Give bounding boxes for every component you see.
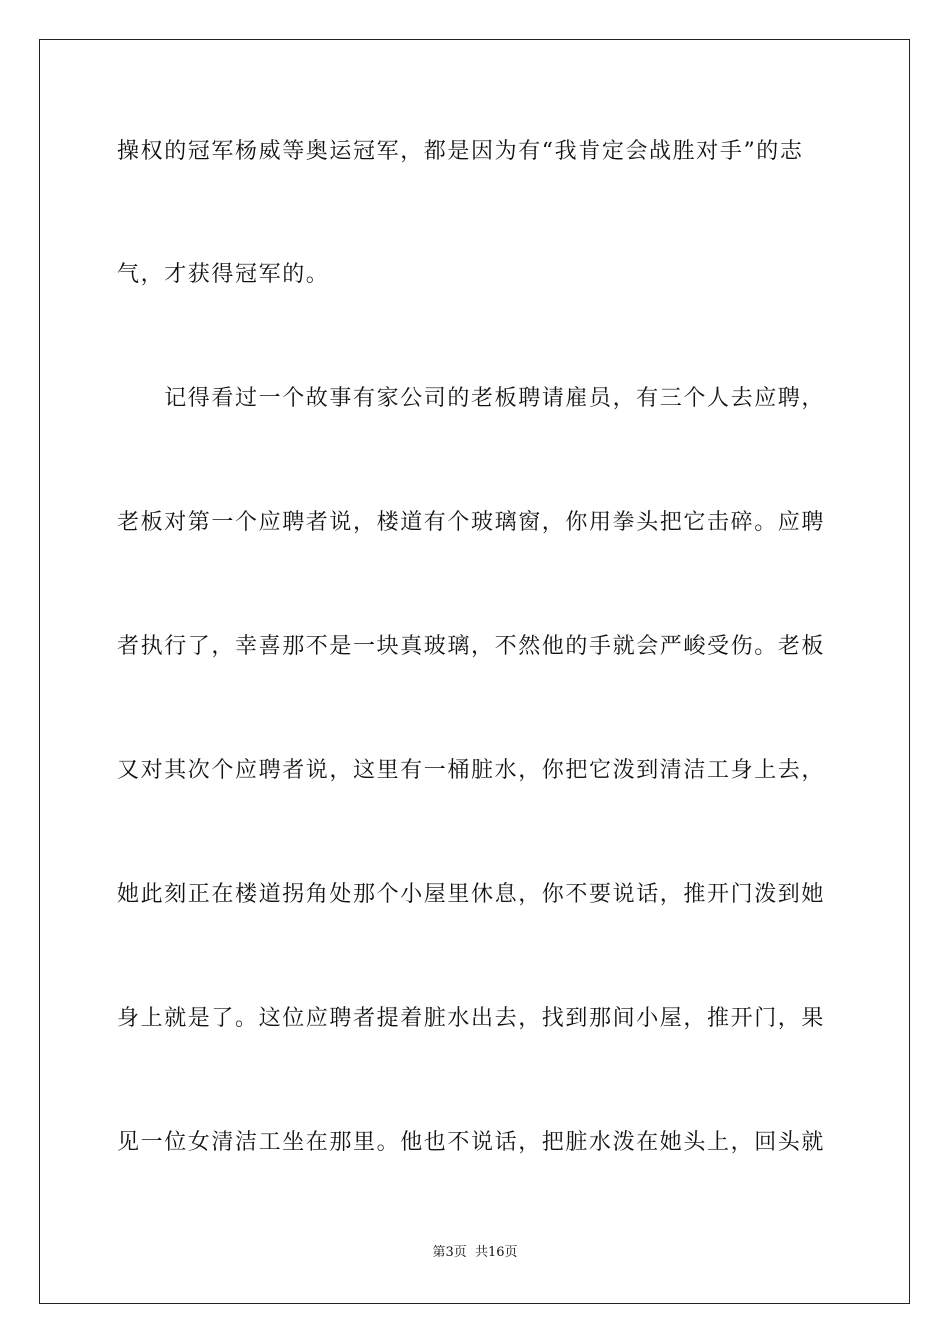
page-frame <box>39 39 910 1304</box>
page-total: 共16页 <box>474 1245 518 1260</box>
body-text-line: 操权的冠军杨威等奥运冠军，都是因为有“我肯定会战胜对手”的志 <box>117 139 804 164</box>
body-text-line: 又对其次个应聘者说，这里有一桶脏水，你把它泼到清洁工身上去， <box>117 758 826 783</box>
body-text-line: 见一位女清洁工坐在那里。他也不说话，把脏水泼在她头上，回头就 <box>117 1130 826 1155</box>
body-text-line: 老板对第一个应聘者说，楼道有个玻璃窗，你用拳头把它击碎。应聘 <box>117 510 826 535</box>
page-number: 第3页 <box>432 1245 467 1260</box>
body-text-line: 气，才获得冠军的。 <box>117 262 330 287</box>
body-text-line: 她此刻正在楼道拐角处那个小屋里休息，你不要说话，推开门泼到她 <box>117 882 826 907</box>
body-text-line: 者执行了，幸喜那不是一块真玻璃，不然他的手就会严峻受伤。老板 <box>117 634 826 659</box>
body-text-line: 记得看过一个故事有家公司的老板聘请雇员，有三个人去应聘， <box>117 386 826 411</box>
body-text-line: 身上就是了。这位应聘者提着脏水出去，找到那间小屋，推开门，果 <box>117 1006 826 1031</box>
page-footer <box>0 1244 950 1262</box>
